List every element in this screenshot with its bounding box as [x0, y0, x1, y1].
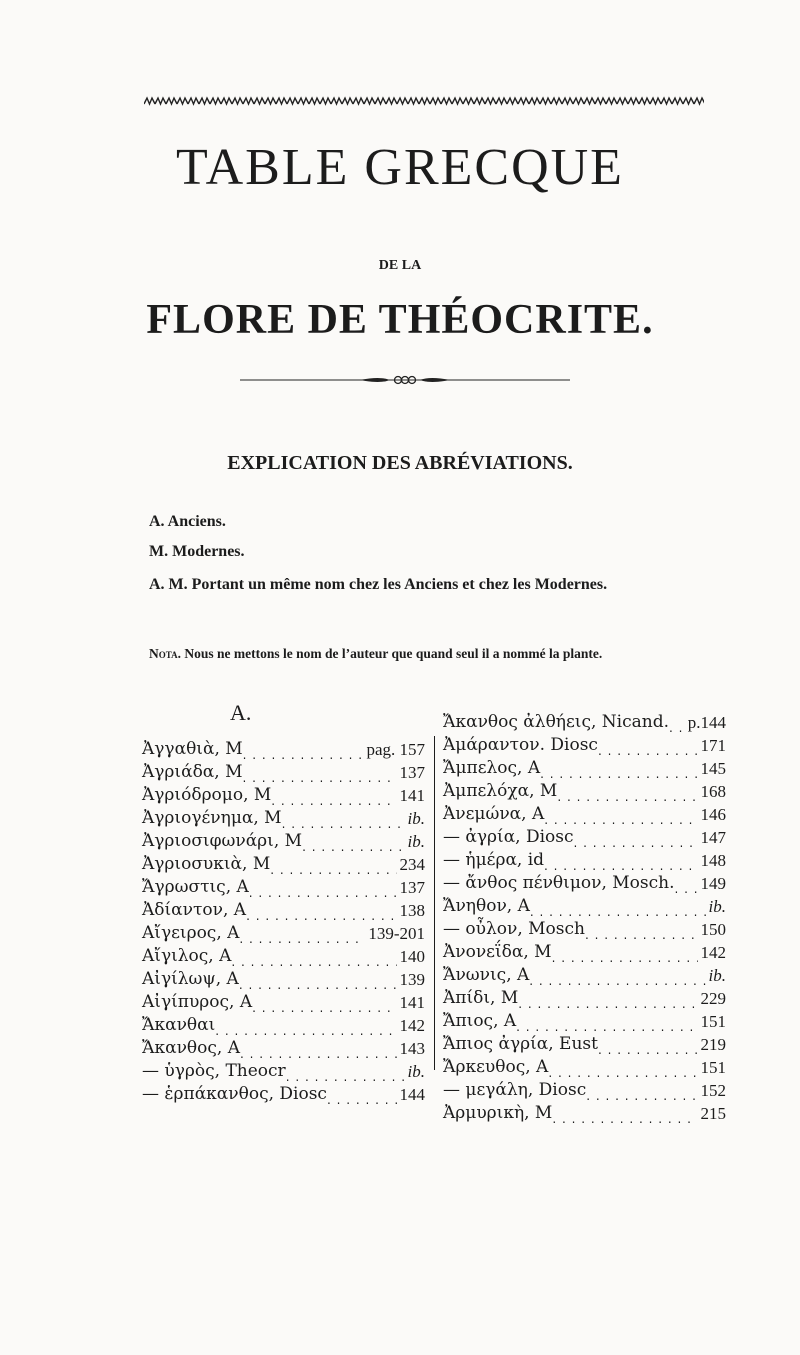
dot-leader [518, 987, 697, 1010]
decorative-border-ornament [144, 96, 704, 106]
abbreviations-heading: EXPLICATION DES ABRÉVIATIONS. [227, 452, 573, 474]
entry-page: 137 [399, 763, 425, 782]
entry-page: 147 [700, 828, 726, 847]
entry-page: 137 [399, 878, 425, 897]
index-left-column [142, 738, 425, 1106]
entry-page: p.144 [687, 713, 726, 732]
dot-leader [271, 784, 396, 807]
dot-leader [552, 941, 698, 964]
entry-page: 234 [399, 855, 425, 874]
entry-page: 152 [700, 1081, 726, 1100]
dot-leader [243, 738, 364, 761]
entry-name: Αἰγίλωψ, A [142, 969, 239, 989]
entry-page: 151 [700, 1058, 726, 1077]
divider-ornament [240, 374, 570, 386]
entry-name: Ἀγριοσιφωνάρι, M [142, 831, 303, 851]
entry-page: 140 [399, 947, 425, 966]
page-title: TABLE GRECQUE [176, 139, 624, 196]
title-connector: DE LA [378, 258, 422, 273]
entry-name: Ἀδίαντον, A [142, 900, 247, 920]
dot-leader [598, 1033, 698, 1056]
entry-name: Ἄρκευθος, A [443, 1057, 549, 1077]
index-entry [142, 807, 425, 830]
index-entry [443, 780, 726, 803]
dot-leader [327, 1083, 397, 1106]
entry-page: 141 [399, 786, 425, 805]
index-entry [443, 987, 726, 1010]
dot-leader [516, 1010, 697, 1033]
dot-leader [544, 803, 697, 826]
abbreviation-anciens: A. Anciens. [149, 513, 226, 530]
index-entry [443, 941, 726, 964]
nota-note [149, 646, 759, 662]
entry-page: 215 [700, 1104, 726, 1123]
entry-name: — ἑρπάκανθος, Diosc [142, 1084, 327, 1104]
entry-name: — ὑγρὸς, Theocr [142, 1061, 286, 1081]
entry-name: Ἄκανθαι [142, 1015, 216, 1035]
entry-page: 168 [700, 782, 726, 801]
entry-name: Αἴγιλος, A [142, 946, 232, 966]
entry-page: 151 [700, 1012, 726, 1031]
entry-page: 143 [399, 1039, 425, 1058]
column-divider [434, 736, 435, 1070]
entry-name: Ἀμπελόχα, M [443, 781, 558, 801]
entry-page: 139 [399, 970, 425, 989]
index-entry [443, 803, 726, 826]
entry-name: — μεγάλη, Diosc [443, 1080, 587, 1100]
dot-leader [286, 1060, 405, 1083]
dot-leader [231, 945, 396, 968]
entry-page: ib. [708, 897, 726, 916]
dot-leader [540, 757, 697, 780]
dot-leader [252, 991, 396, 1014]
section-letter: A. [230, 700, 252, 725]
index-entry [443, 1102, 726, 1125]
dot-leader [243, 761, 397, 784]
index-entry [142, 899, 425, 922]
dot-leader [586, 1079, 697, 1102]
entry-name: Ἀμάραντον. Diosc [443, 735, 598, 755]
entry-name: Ἄνωνις, A [443, 965, 530, 985]
nota-label: Nota. [149, 646, 181, 661]
index-entry [142, 784, 425, 807]
entry-page: ib. [407, 809, 425, 828]
index-entry [142, 1083, 425, 1106]
index-entry [142, 876, 425, 899]
index-entry [443, 1079, 726, 1102]
entry-name: Ἀνονεΐδα, M [443, 942, 552, 962]
index-entry [443, 734, 726, 757]
entry-name: Ἄπιος, A [443, 1011, 517, 1031]
index-entry [142, 968, 425, 991]
entry-page: 171 [700, 736, 726, 755]
index-entry [142, 991, 425, 1014]
index-entry [142, 761, 425, 784]
entry-name: Ἄκανθος, A [142, 1038, 240, 1058]
entry-name: Ἀγριάδα, M [142, 762, 243, 782]
dot-leader [270, 853, 396, 876]
index-entry [142, 922, 425, 945]
dot-leader [239, 968, 397, 991]
entry-name: Ἄμπελος, A [443, 758, 541, 778]
index-entry [142, 853, 425, 876]
index-entry [142, 1014, 425, 1037]
dot-leader [544, 849, 697, 872]
dot-leader [302, 830, 404, 853]
dot-leader [574, 826, 698, 849]
entry-page: ib. [407, 1062, 425, 1081]
index-entry [443, 826, 726, 849]
entry-page: 139-201 [368, 924, 425, 943]
entry-page: 138 [399, 901, 425, 920]
entry-name: Ἄκανθος ἀλθήεις, Nicand. [443, 712, 669, 732]
abbreviation-anciens-modernes: A. M. Portant un même nom chez les Anciens et chez les Modernes. [149, 576, 608, 593]
dot-leader [282, 807, 405, 830]
index-entry [443, 1056, 726, 1079]
dot-leader [548, 1056, 697, 1079]
entry-page: pag. 157 [366, 740, 425, 759]
dot-leader [249, 876, 397, 899]
entry-page: 219 [700, 1035, 726, 1054]
dot-leader [246, 899, 396, 922]
dot-leader [552, 1102, 697, 1125]
entry-page: 145 [700, 759, 726, 778]
index-entry [443, 918, 726, 941]
entry-name: — ἀγρία, Diosc [443, 827, 574, 847]
entry-name: — ἄνθος πένθιμον, Mosch. [443, 873, 675, 893]
entry-page: 149 [700, 874, 726, 893]
entry-name: Ἀρμυρικὴ, M [443, 1103, 553, 1123]
index-entry [443, 1010, 726, 1033]
entry-name: Αἴγειρος, A [142, 923, 240, 943]
entry-name: Ἄγρωστις, A [142, 877, 249, 897]
entry-name: Ἀνεμώνα, A [443, 804, 545, 824]
dot-leader [530, 895, 706, 918]
index-entry [142, 1037, 425, 1060]
index-entry [142, 945, 425, 968]
index-entry [443, 1033, 726, 1056]
entry-page: 148 [700, 851, 726, 870]
entry-page: 141 [399, 993, 425, 1012]
entry-name: Ἀγγαθιὰ, M [142, 739, 243, 759]
dot-leader [557, 780, 697, 803]
entry-page: 150 [700, 920, 726, 939]
entry-page: 142 [399, 1016, 425, 1035]
entry-name: Ἄπιος ἀγρία, Eust [443, 1034, 598, 1054]
nota-text: Nous ne mettons le nom de l’auteur que quand seul il a nommé la plante. [184, 646, 603, 661]
index-entry [142, 738, 425, 761]
entry-name: Αἰγίπυρος, A [142, 992, 253, 1012]
index-entry [443, 872, 726, 895]
dot-leader [215, 1014, 396, 1037]
entry-page: 229 [700, 989, 726, 1008]
dot-leader [585, 918, 698, 941]
entry-page: ib. [708, 966, 726, 985]
index-entry [443, 711, 726, 734]
abbreviation-modernes: M. Modernes. [149, 543, 245, 560]
book-title: FLORE DE THÉOCRITE. [146, 297, 654, 343]
entry-name: Ἀγριογένημα, M [142, 808, 282, 828]
index-entry [142, 1060, 425, 1083]
entry-name: Ἀγριοσυκιὰ, M [142, 854, 271, 874]
entry-name: Ἀπίδι, M [443, 988, 519, 1008]
dot-leader [240, 1037, 397, 1060]
entry-page: 146 [700, 805, 726, 824]
dot-leader [675, 872, 698, 895]
dot-leader [598, 734, 698, 757]
index-entry [142, 830, 425, 853]
entry-name: — ἡμέρα, id [443, 850, 545, 870]
dot-leader [669, 711, 685, 734]
entry-name: — οὖλον, Mosch [443, 919, 585, 939]
entry-name: Ἀγριόδρομο, M [142, 785, 272, 805]
index-entry [443, 895, 726, 918]
entry-page: ib. [407, 832, 425, 851]
dot-leader [239, 922, 365, 945]
index-entry [443, 964, 726, 987]
entry-page: 142 [700, 943, 726, 962]
dot-leader [529, 964, 705, 987]
entry-name: Ἄνηθον, A [443, 896, 530, 916]
index-right-column [443, 711, 726, 1125]
index-entry [443, 757, 726, 780]
index-entry [443, 849, 726, 872]
entry-page: 144 [399, 1085, 425, 1104]
